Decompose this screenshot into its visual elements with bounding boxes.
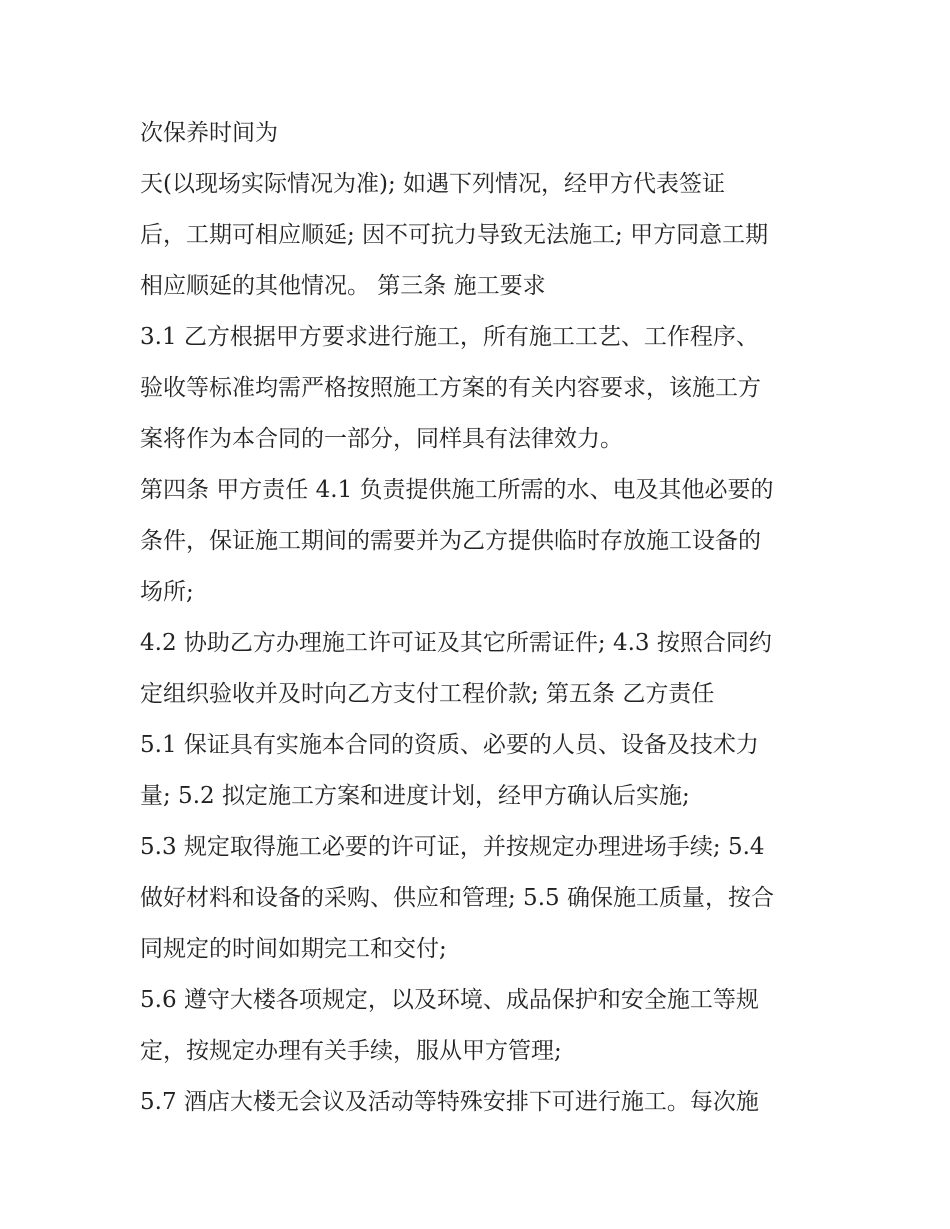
text-line: 验收等标准均需严格按照施工方案的有关内容要求，该施工方 [140, 375, 761, 401]
text-line: 5.3 规定取得施工必要的许可证，并按规定办理进场手续; 5.4 [140, 834, 765, 860]
text-line: 相应顺延的其他情况。 第三条 施工要求 [140, 273, 546, 299]
text-line: 5.7 酒店大楼无会议及活动等特殊安排下可进行施工。每次施 [140, 1089, 759, 1115]
text-line: 做好材料和设备的采购、供应和管理; 5.5 确保施工质量，按合 [140, 885, 774, 911]
text-line: 5.1 保证具有实施本合同的资质、必要的人员、设备及技术力 [140, 732, 759, 758]
text-line: 后，工期可相应顺延; 因不可抗力导致无法施工; 甲方同意工期 [140, 222, 769, 248]
text-line: 场所; [140, 579, 194, 605]
text-line: 条件，保证施工期间的需要并为乙方提供临时存放施工设备的 [140, 528, 761, 554]
text-line: 同规定的时间如期完工和交付; [140, 936, 447, 962]
text-line: 案将作为本合同的一部分，同样具有法律效力。 [140, 426, 623, 452]
text-line: 3.1 乙方根据甲方要求进行施工，所有施工工艺、工作程序、 [140, 324, 759, 350]
document-body [140, 108, 820, 1128]
text-line: 定组织验收并及时向乙方支付工程价款; 第五条 乙方责任 [140, 681, 715, 707]
text-line: 5.6 遵守大楼各项规定，以及环境、成品保护和安全施工等规 [140, 987, 759, 1013]
text-line: 第四条 甲方责任 4.1 负责提供施工所需的水、电及其他必要的 [140, 477, 774, 503]
text-line: 天(以现场实际情况为准); 如遇下列情况，经甲方代表签证 [140, 171, 726, 197]
text-line: 4.2 协助乙方办理施工许可证及其它所需证件; 4.3 按照合同约 [140, 630, 772, 656]
text-line: 定，按规定办理有关手续，服从甲方管理; [140, 1038, 562, 1064]
text-line: 量; 5.2 拟定施工方案和进度计划，经甲方确认后实施; [140, 783, 690, 809]
text-line: 次保养时间为 [140, 120, 278, 146]
